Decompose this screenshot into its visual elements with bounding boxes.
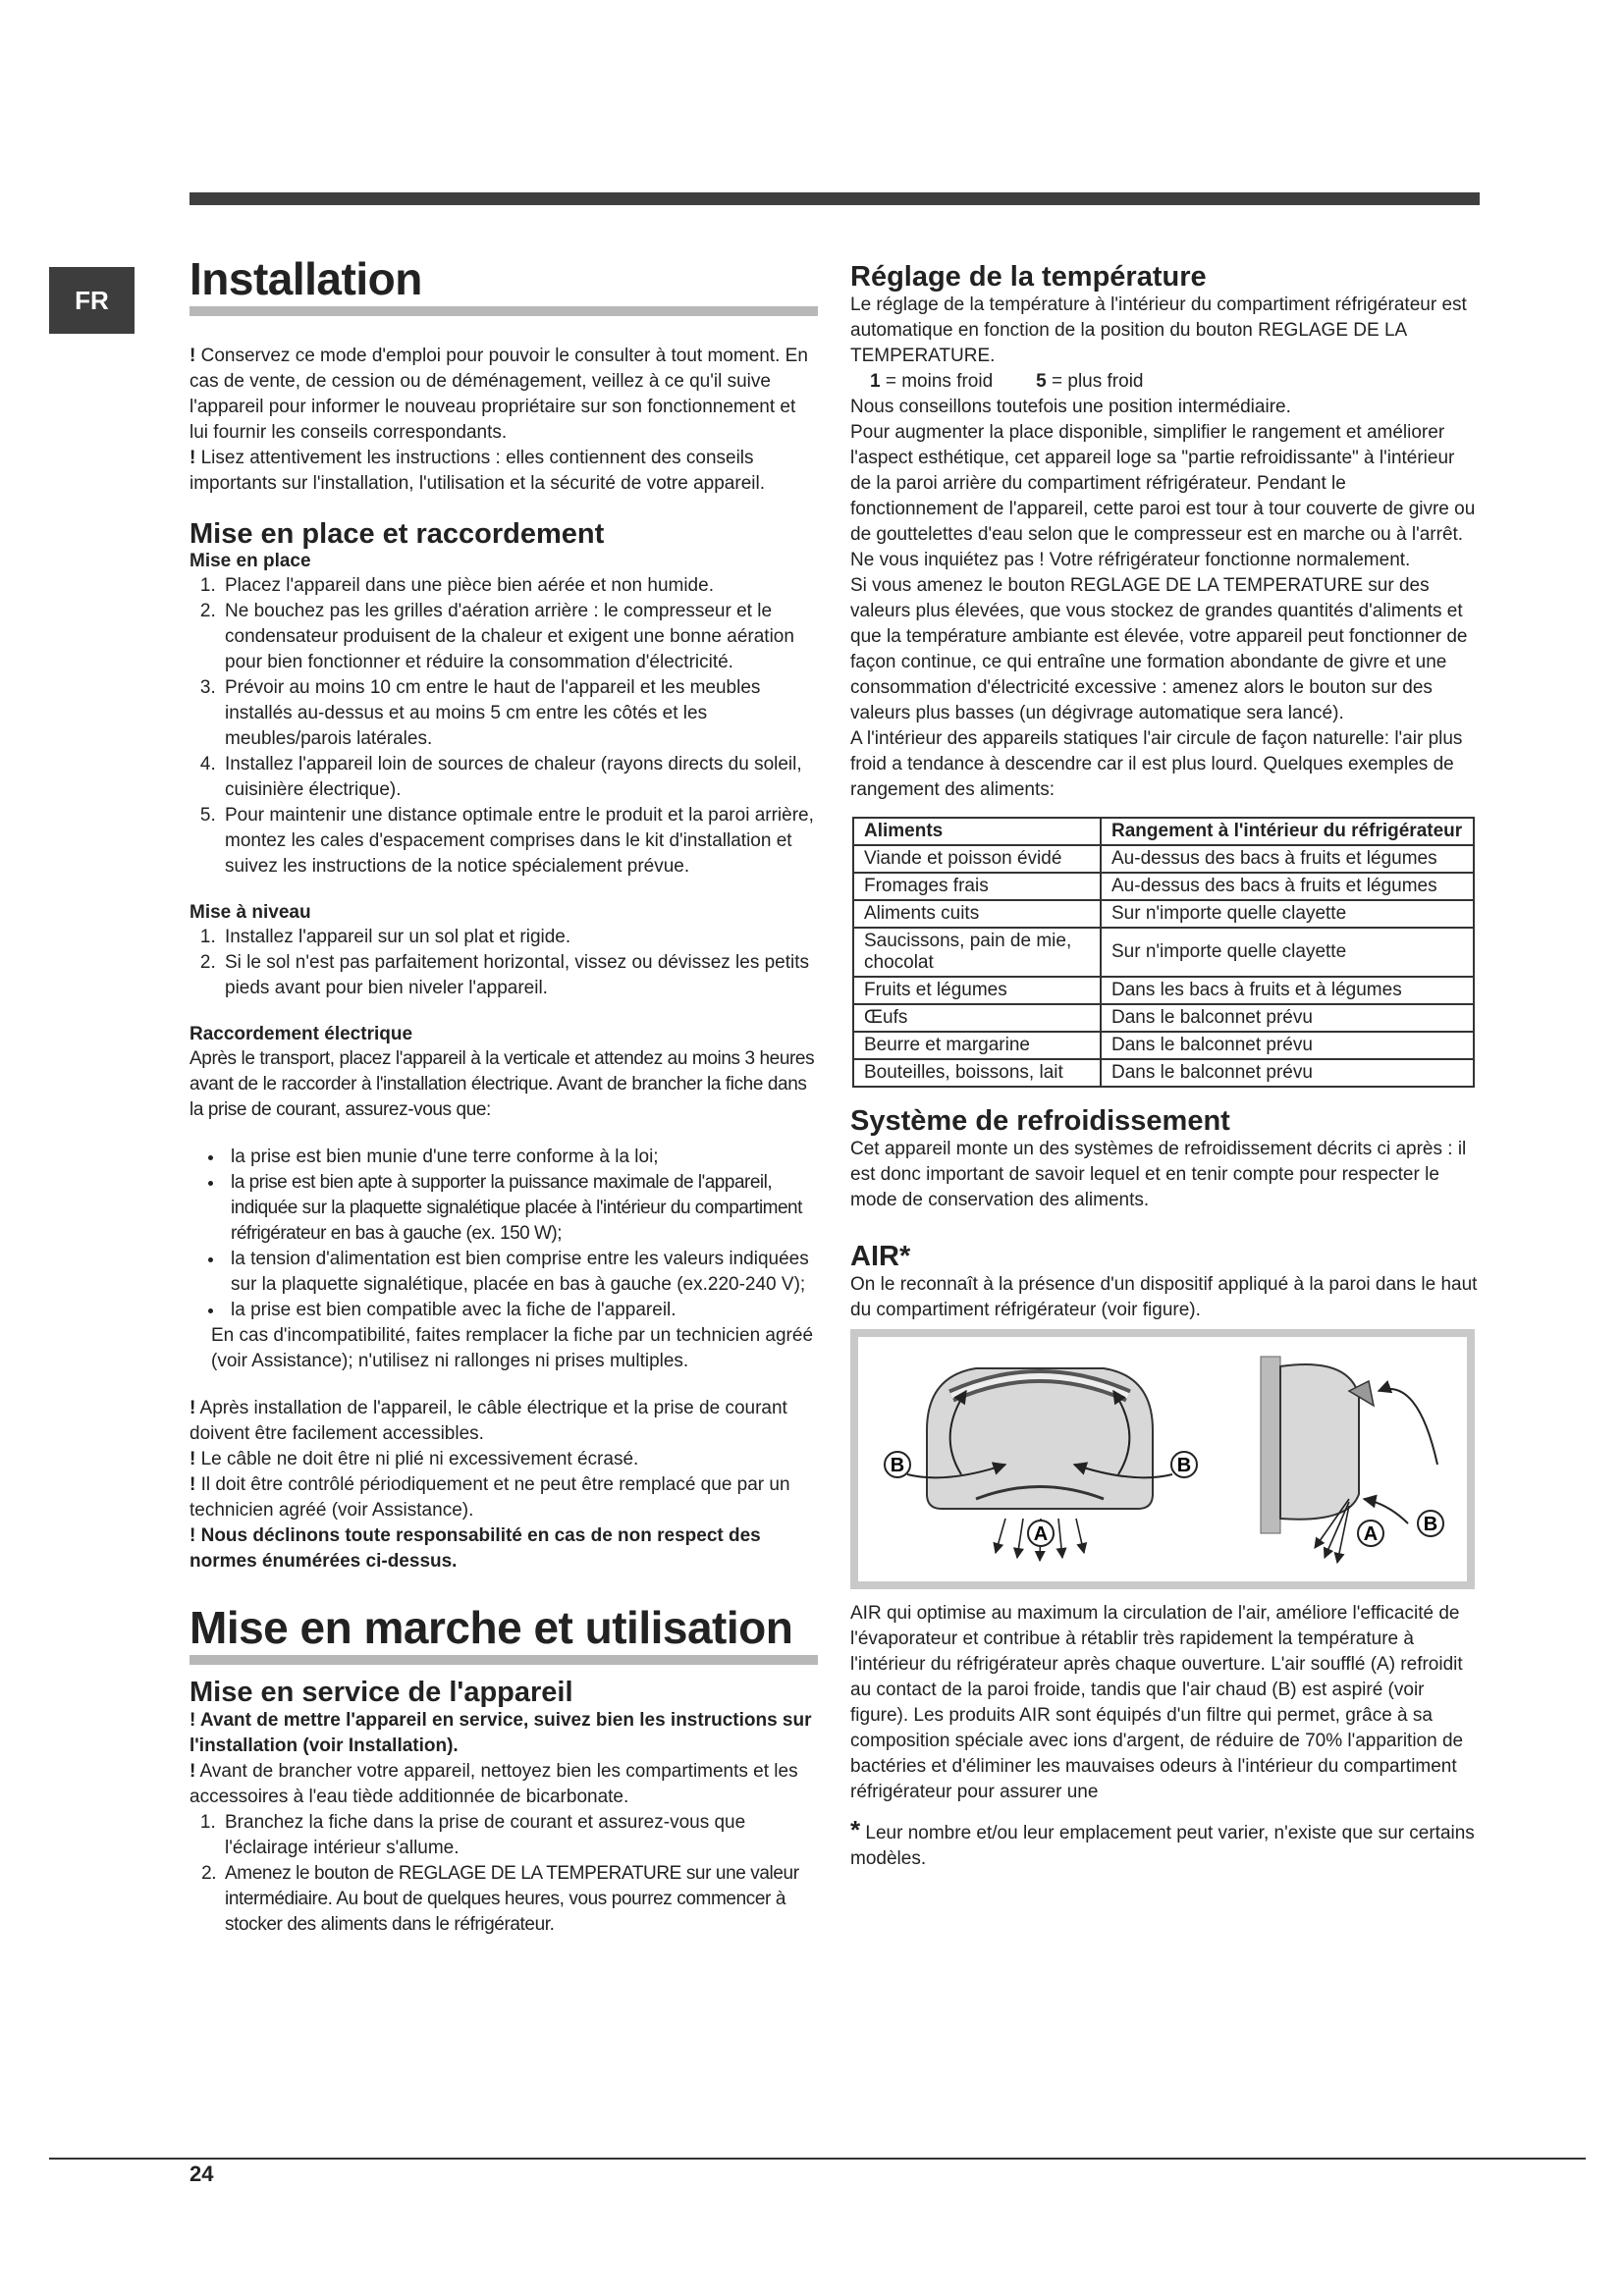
left-column bbox=[189, 253, 818, 1938]
intro-paragraph-2 bbox=[189, 446, 818, 497]
temperature-p5: A l'intérieur des appareils statiques l'air circule de façon naturelle: l'air plus froid a tendance à descendre car il est plus lourd. Quelques exemples de rangement des aliments: bbox=[850, 728, 1463, 800]
table-header: Rangement à l'intérieur du réfrigérateur bbox=[1101, 818, 1474, 845]
warning-mark: ! bbox=[189, 448, 196, 468]
placement-list bbox=[189, 573, 818, 880]
cooling-title: Système de refroidissement bbox=[850, 1105, 1230, 1137]
temperature-p1: Le réglage de la température à l'intérieur du compartiment réfrigérateur est automatique en fonction de la position du bouton REGLAGE DE LA TEMPERATURE. bbox=[850, 294, 1467, 366]
list-item: 1. Installez l'appareil sur un sol plat et rigide. bbox=[221, 925, 818, 950]
air-paragraph-1: On le reconnaît à la présence d'un dispositif appliqué à la paroi dans le haut du compartiment réfrigérateur (voir figure). bbox=[850, 1274, 1478, 1320]
electrical-intro: Après le transport, placez l'appareil à la verticale et attendez au moins 3 heures avant de le raccorder à l'installation électrique. Avant de brancher la fiche dans la prise de courant, assurez-vous que: bbox=[189, 1048, 815, 1120]
air-figure bbox=[850, 1329, 1475, 1589]
language-tab: FR bbox=[49, 267, 135, 334]
label-a-side: A bbox=[1363, 1523, 1379, 1545]
warning-2 bbox=[189, 1447, 818, 1472]
right-column bbox=[850, 261, 1479, 1872]
scale-max-number: 5 bbox=[1036, 371, 1047, 392]
table-cell: Fromages frais bbox=[853, 873, 1101, 900]
list-item: 2. Amenez le bouton de REGLAGE DE LA TEMPERATURE sur une valeur intermédiaire. Au bout de quelques heures, vous pourrez commencer à stocker des aliments dans le réfrigérateur. bbox=[221, 1861, 818, 1938]
temperature-scale bbox=[850, 369, 1479, 395]
label-b-left: B bbox=[890, 1455, 905, 1476]
intro-text-2: Lisez attentivement les instructions : elles contiennent des conseils importants sur l'installation, l'utilisation et la sécurité de votre appareil. bbox=[189, 448, 765, 494]
top-rule bbox=[189, 192, 1480, 205]
air-paragraph-2: AIR qui optimise au maximum la circulation de l'air, améliore l'efficacité de l'évaporateur et contribue à rétablir très rapidement la température à l'intérieur du réfrigérateur après chaque ouverture. L'air soufflé (A) refroidit au contact de la paroi froide, tandis que l'air chaud (B) est aspiré (voir figure). Les produits AIR sont équipés d'un filtre qui permet, grâce à sa composition spéciale avec ions d'argent, de réduire de 70% l'apparition de bactéries et d'éliminer les mauvaises odeurs à l'intérieur du compartiment réfrigérateur pour assurer une bbox=[850, 1603, 1464, 1802]
air-footnote bbox=[850, 1817, 1479, 1872]
table-cell: Saucissons, pain de mie, chocolat bbox=[853, 928, 1101, 977]
warning-mark: ! bbox=[189, 1398, 196, 1418]
air-title: AIR* bbox=[850, 1241, 911, 1272]
warning-3 bbox=[189, 1472, 818, 1523]
table-cell: Dans le balconnet prévu bbox=[1101, 1059, 1474, 1087]
warning-mark: ! bbox=[189, 1449, 196, 1469]
table-cell: Au-dessus des bacs à fruits et légumes bbox=[1101, 845, 1474, 873]
footnote-star: * bbox=[850, 1815, 861, 1844]
air-diagram bbox=[858, 1337, 1467, 1581]
service-title: Mise en service de l'appareil bbox=[189, 1677, 573, 1708]
list-item: • la prise est bien compatible avec la fiche de l'appareil. bbox=[225, 1298, 818, 1323]
list-item: • la prise est bien munie d'une terre conforme à la loi; bbox=[225, 1145, 818, 1170]
table-cell: Dans les bacs à fruits et à légumes bbox=[1101, 977, 1474, 1004]
storage-table bbox=[852, 817, 1475, 1088]
table-cell: Dans le balconnet prévu bbox=[1101, 1032, 1474, 1059]
intro-text-1: Conservez ce mode d'emploi pour pouvoir le consulter à tout moment. En cas de vente, de cession ou de déménagement, veillez à ce qu'il suive l'appareil pour informer le nouveau propriétaire sur son fonctionnement et lui fournir les conseils correspondants. bbox=[189, 346, 808, 443]
warning-text: Après installation de l'appareil, le câble électrique et la prise de courant doivent être facilement accessibles. bbox=[189, 1398, 787, 1444]
temperature-p2: Nous conseillons toutefois une position intermédiaire. bbox=[850, 397, 1291, 417]
warning-text: Il doit être contrôlé périodiquement et ne peut être remplacé que par un technicien agréé (voir Assistance). bbox=[189, 1474, 790, 1521]
temperature-p3: Pour augmenter la place disponible, simplifier le rangement et améliorer l'aspect esthétique, cet appareil loge sa "partie refroidissante" à l'intérieur de la paroi arrière du compartiment réfrigérateur. Pendant le fonctionnement de l'appareil, cette paroi est tour à tour couverte de givre ou de gouttelettes d'eau selon que le compresseur est en marche ou à l'arrêt. Ne vous inquiétez pas ! Votre réfrigérateur fonctionne normalement. bbox=[850, 422, 1476, 570]
table-cell: Au-dessus des bacs à fruits et légumes bbox=[1101, 873, 1474, 900]
table-cell: Sur n'importe quelle clayette bbox=[1101, 900, 1474, 928]
scale-min-label: = moins froid bbox=[880, 371, 994, 392]
temperature-title: Réglage de la température bbox=[850, 261, 1207, 293]
leveling-list bbox=[189, 925, 818, 1001]
warning-1 bbox=[189, 1396, 818, 1447]
device-side-view bbox=[1261, 1357, 1437, 1563]
footnote-text: Leur nombre et/ou leur emplacement peut varier, n'existe que sur certains modèles. bbox=[850, 1823, 1475, 1869]
service-list bbox=[189, 1810, 818, 1938]
electrical-list bbox=[189, 1145, 818, 1323]
intro-paragraph-1 bbox=[189, 344, 818, 446]
service-note-text: Avant de brancher votre appareil, nettoyez bien les compartiments et les accessoires à l'eau tiède additionnée de bicarbonate. bbox=[189, 1761, 798, 1807]
warning-mark: ! bbox=[189, 1761, 196, 1782]
placement-title: Mise en place et raccordement bbox=[189, 518, 605, 550]
leveling-subtitle: Mise à niveau bbox=[189, 902, 311, 923]
list-item: 5. Pour maintenir une distance optimale entre le produit et la paroi arrière, montez les cales d'espacement comprises dans le kit d'installation et suivez les instructions de la notice spécialement prévue. bbox=[221, 803, 818, 880]
cooling-paragraph: Cet appareil monte un des systèmes de refroidissement décrits ci après : il est donc important de savoir lequel et en tenir compte pour respecter le mode de conservation des aliments. bbox=[850, 1139, 1467, 1210]
warning-bold: ! Nous déclinons toute responsabilité en cas de non respect des normes énumérées ci-dessus. bbox=[189, 1525, 761, 1572]
table-cell: Bouteilles, boissons, lait bbox=[853, 1059, 1101, 1087]
list-item: 2. Ne bouchez pas les grilles d'aération arrière : le compresseur et le condensateur produisent de la chaleur et exigent une bonne aération pour bien fonctionner et réduire la consommation d'électricité. bbox=[221, 599, 818, 675]
table-row bbox=[853, 977, 1474, 1004]
label-a-front: A bbox=[1033, 1523, 1049, 1545]
table-cell: Aliments cuits bbox=[853, 900, 1101, 928]
table-cell: Œufs bbox=[853, 1004, 1101, 1032]
scale-max-label: = plus froid bbox=[1046, 371, 1144, 392]
temperature-p4: Si vous amenez le bouton REGLAGE DE LA TEMPERATURE sur des valeurs plus élevées, que vous stockez de grandes quantités d'aliments et que la température ambiante est élevée, votre appareil peut fonctionner de façon continue, ce qui entraîne une formation abondante de givre et une consommation d'électricité excessive : amenez alors le bouton sur des valeurs plus basses (un dégivrage automatique sera lancé). bbox=[850, 575, 1468, 723]
list-item: 2. Si le sol n'est pas parfaitement horizontal, vissez ou dévissez les petits pieds avant pour bien niveler l'appareil. bbox=[221, 950, 818, 1001]
label-b-right: B bbox=[1176, 1455, 1192, 1476]
label-b-side: B bbox=[1423, 1514, 1438, 1535]
list-item: 1. Branchez la fiche dans la prise de courant et assurez-vous que l'éclairage intérieur s'allume. bbox=[221, 1810, 818, 1861]
installation-title: Installation bbox=[189, 253, 818, 316]
scale-min-number: 1 bbox=[870, 371, 881, 392]
usage-title: Mise en marche et utilisation bbox=[189, 1602, 818, 1665]
placement-subtitle: Mise en place bbox=[189, 551, 311, 571]
table-row bbox=[853, 1032, 1474, 1059]
table-cell: Dans le balconnet prévu bbox=[1101, 1004, 1474, 1032]
table-cell: Fruits et légumes bbox=[853, 977, 1101, 1004]
list-item: 4. Installez l'appareil loin de sources de chaleur (rayons directs du soleil, cuisinière électrique). bbox=[221, 752, 818, 803]
electrical-after: En cas d'incompatibilité, faites remplacer la fiche par un technicien agréé (voir Assistance); n'utilisez ni rallonges ni prises multiples. bbox=[211, 1325, 814, 1371]
warning-mark: ! bbox=[189, 1474, 196, 1495]
electrical-subtitle: Raccordement électrique bbox=[189, 1024, 413, 1044]
table-row bbox=[853, 900, 1474, 928]
table-cell: Viande et poisson évidé bbox=[853, 845, 1101, 873]
table-header-row bbox=[853, 818, 1474, 845]
table-cell: Sur n'importe quelle clayette bbox=[1101, 928, 1474, 977]
service-bold-note: ! Avant de mettre l'appareil en service, suivez bien les instructions sur l'installation (voir Installation). bbox=[189, 1710, 812, 1756]
table-row bbox=[853, 845, 1474, 873]
table-cell: Beurre et margarine bbox=[853, 1032, 1101, 1059]
table-header: Aliments bbox=[853, 818, 1101, 845]
footer-rule bbox=[49, 2158, 1586, 2160]
warning-text: Le câble ne doit être ni plié ni excessivement écrasé. bbox=[195, 1449, 639, 1469]
table-row bbox=[853, 928, 1474, 977]
list-item: • la prise est bien apte à supporter la puissance maximale de l'appareil, indiquée sur la plaquette signalétique placée à l'intérieur du compartiment réfrigérateur en bas à gauche (ex. 150 W); bbox=[225, 1170, 818, 1247]
list-item: 1. Placez l'appareil dans une pièce bien aérée et non humide. bbox=[221, 573, 818, 599]
list-item: • la tension d'alimentation est bien comprise entre les valeurs indiquées sur la plaquette signalétique, placée en bas à gauche (ex.220-240 V); bbox=[225, 1247, 818, 1298]
list-item: 3. Prévoir au moins 10 cm entre le haut de l'appareil et les meubles installés au-dessus et au moins 5 cm entre les côtés et les meubles/parois latérales. bbox=[221, 675, 818, 752]
table-row bbox=[853, 873, 1474, 900]
table-row bbox=[853, 1059, 1474, 1087]
service-note bbox=[189, 1759, 818, 1810]
warning-mark: ! bbox=[189, 346, 196, 366]
page-number: 24 bbox=[189, 2162, 214, 2186]
table-row bbox=[853, 1004, 1474, 1032]
